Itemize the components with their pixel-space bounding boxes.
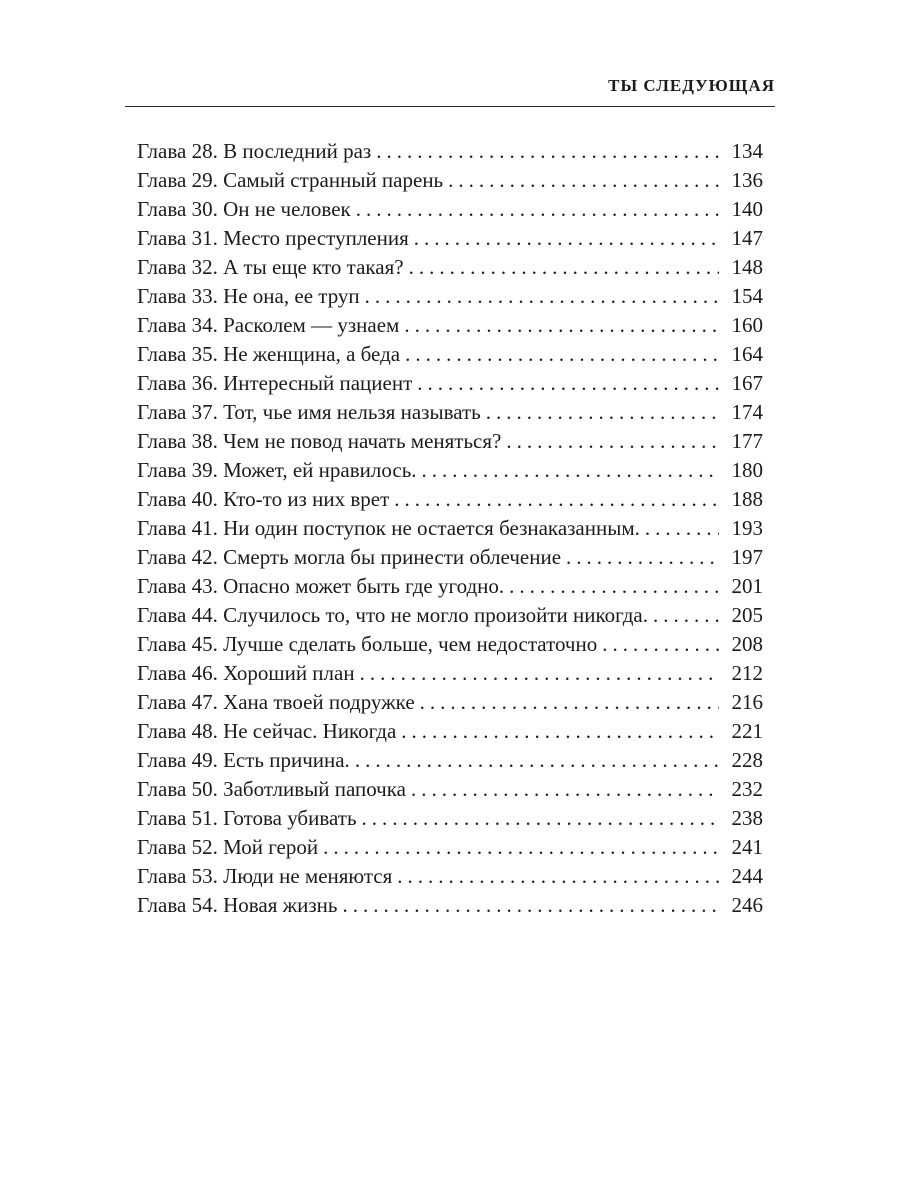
toc-entry (137, 862, 763, 891)
toc-entry-label: Глава 41. Ни один поступок не остается безнаказанным. (137, 516, 640, 540)
toc-entry-page: 174 (731, 400, 763, 424)
toc-entry (137, 253, 763, 282)
toc-entry-label: Глава 49. Есть причина. (137, 748, 350, 772)
toc-entry-label: Глава 54. Новая жизнь (137, 893, 338, 917)
toc-entry-label: Глава 44. Случилось то, что не могло произойти никогда. (137, 603, 648, 627)
toc-entry-page: 164 (731, 342, 763, 366)
toc-entry (137, 282, 763, 311)
dot-leader (653, 601, 719, 630)
toc-entry (137, 427, 763, 456)
toc-entry-page: 216 (731, 690, 763, 714)
toc-entry-page: 177 (731, 429, 763, 453)
dot-leader (602, 630, 719, 659)
toc-entry-label: Глава 46. Хороший план (137, 661, 355, 685)
dot-leader (420, 688, 719, 717)
toc-entry-page: 160 (731, 313, 763, 337)
dot-leader (355, 746, 719, 775)
toc-entry (137, 630, 763, 659)
toc-entry (137, 804, 763, 833)
toc-entry (137, 137, 763, 166)
toc-entry-label: Глава 42. Смерть могла бы принести облечение (137, 545, 562, 569)
dot-leader (411, 775, 719, 804)
toc-entry-page: 232 (731, 777, 763, 801)
dot-leader (509, 572, 719, 601)
toc-entry-label: Глава 36. Интересный пациент (137, 371, 413, 395)
toc-entry-label: Глава 34. Расколем — узнаем (137, 313, 400, 337)
toc-entry-page: 201 (731, 574, 763, 598)
toc-entry (137, 891, 763, 920)
dot-leader (360, 659, 719, 688)
toc-entry-label: Глава 29. Самый странный парень (137, 168, 444, 192)
toc-entry-page: 241 (731, 835, 763, 859)
running-title: ТЫ СЛЕДУЮЩАЯ (608, 76, 775, 95)
toc-entry (137, 166, 763, 195)
dot-leader (405, 340, 719, 369)
dot-leader (397, 862, 719, 891)
toc-entry-page: 244 (731, 864, 763, 888)
toc-entry-label: Глава 32. А ты еще кто такая? (137, 255, 404, 279)
toc-list (0, 137, 900, 920)
dot-leader (414, 224, 719, 253)
toc-entry-label: Глава 52. Мой герой (137, 835, 319, 859)
toc-entry-page: 205 (731, 603, 763, 627)
toc-entry (137, 369, 763, 398)
toc-entry-page: 167 (731, 371, 763, 395)
toc-entry-label: Глава 50. Заботливый папочка (137, 777, 406, 801)
dot-leader (362, 804, 719, 833)
toc-entry-label: Глава 28. В последний раз (137, 139, 372, 163)
dot-leader (404, 311, 719, 340)
toc-entry-label: Глава 51. Готова убивать (137, 806, 357, 830)
dot-leader (422, 456, 719, 485)
dot-leader (401, 717, 719, 746)
toc-entry-label: Глава 35. Не женщина, а беда (137, 342, 401, 366)
toc-entry-page: 197 (731, 545, 763, 569)
dot-leader (506, 427, 719, 456)
toc-entry-page: 147 (731, 226, 763, 250)
toc-entry-page: 208 (731, 632, 763, 656)
toc-entry (137, 224, 763, 253)
dot-leader (394, 485, 719, 514)
running-header (0, 76, 900, 96)
toc-entry (137, 717, 763, 746)
toc-entry-page: 134 (731, 139, 763, 163)
dot-leader (448, 166, 719, 195)
dot-leader (486, 398, 719, 427)
dot-leader (409, 253, 719, 282)
toc-entry-label: Глава 33. Не она, ее труп (137, 284, 360, 308)
dot-leader (342, 891, 719, 920)
toc-entry (137, 340, 763, 369)
toc-entry-page: 140 (731, 197, 763, 221)
toc-entry-page: 238 (731, 806, 763, 830)
toc-entry (137, 746, 763, 775)
toc-entry (137, 572, 763, 601)
toc-entry (137, 311, 763, 340)
toc-entry (137, 456, 763, 485)
toc-entry (137, 833, 763, 862)
dot-leader (417, 369, 719, 398)
dot-leader (356, 195, 719, 224)
toc-entry-page: 154 (731, 284, 763, 308)
toc-entry-label: Глава 37. Тот, чье имя нельзя называть (137, 400, 481, 424)
toc-entry (137, 398, 763, 427)
toc-entry-page: 228 (731, 748, 763, 772)
toc-entry-label: Глава 40. Кто-то из них врет (137, 487, 390, 511)
toc-entry-page: 212 (731, 661, 763, 685)
toc-entry-label: Глава 53. Люди не меняются (137, 864, 393, 888)
toc-entry-label: Глава 39. Может, ей нравилось. (137, 458, 417, 482)
dot-leader (365, 282, 719, 311)
toc-entry-label: Глава 43. Опасно может быть где угодно. (137, 574, 505, 598)
toc-entry (137, 775, 763, 804)
dot-leader (566, 543, 719, 572)
toc-entry-label: Глава 48. Не сейчас. Никогда (137, 719, 397, 743)
toc-entry (137, 514, 763, 543)
toc-entry-label: Глава 45. Лучше сделать больше, чем недостаточно (137, 632, 598, 656)
toc-entry (137, 601, 763, 630)
toc-entry-page: 136 (731, 168, 763, 192)
toc-entry-label: Глава 38. Чем не повод начать меняться? (137, 429, 502, 453)
toc-entry-page: 246 (731, 893, 763, 917)
toc-entry-page: 180 (731, 458, 763, 482)
toc-entry (137, 659, 763, 688)
toc-entry-label: Глава 31. Место преступления (137, 226, 409, 250)
toc-entry (137, 543, 763, 572)
toc-entry-label: Глава 30. Он не человек (137, 197, 351, 221)
toc-entry-page: 193 (731, 516, 763, 540)
dot-leader (645, 514, 719, 543)
header-rule (125, 106, 775, 107)
toc-entry-page: 148 (731, 255, 763, 279)
toc-entry-label: Глава 47. Хана твоей подружке (137, 690, 415, 714)
dot-leader (323, 833, 719, 862)
dot-leader (376, 137, 719, 166)
toc-entry (137, 195, 763, 224)
toc-entry-page: 221 (731, 719, 763, 743)
toc-entry-page: 188 (731, 487, 763, 511)
toc-entry (137, 688, 763, 717)
toc-entry (137, 485, 763, 514)
